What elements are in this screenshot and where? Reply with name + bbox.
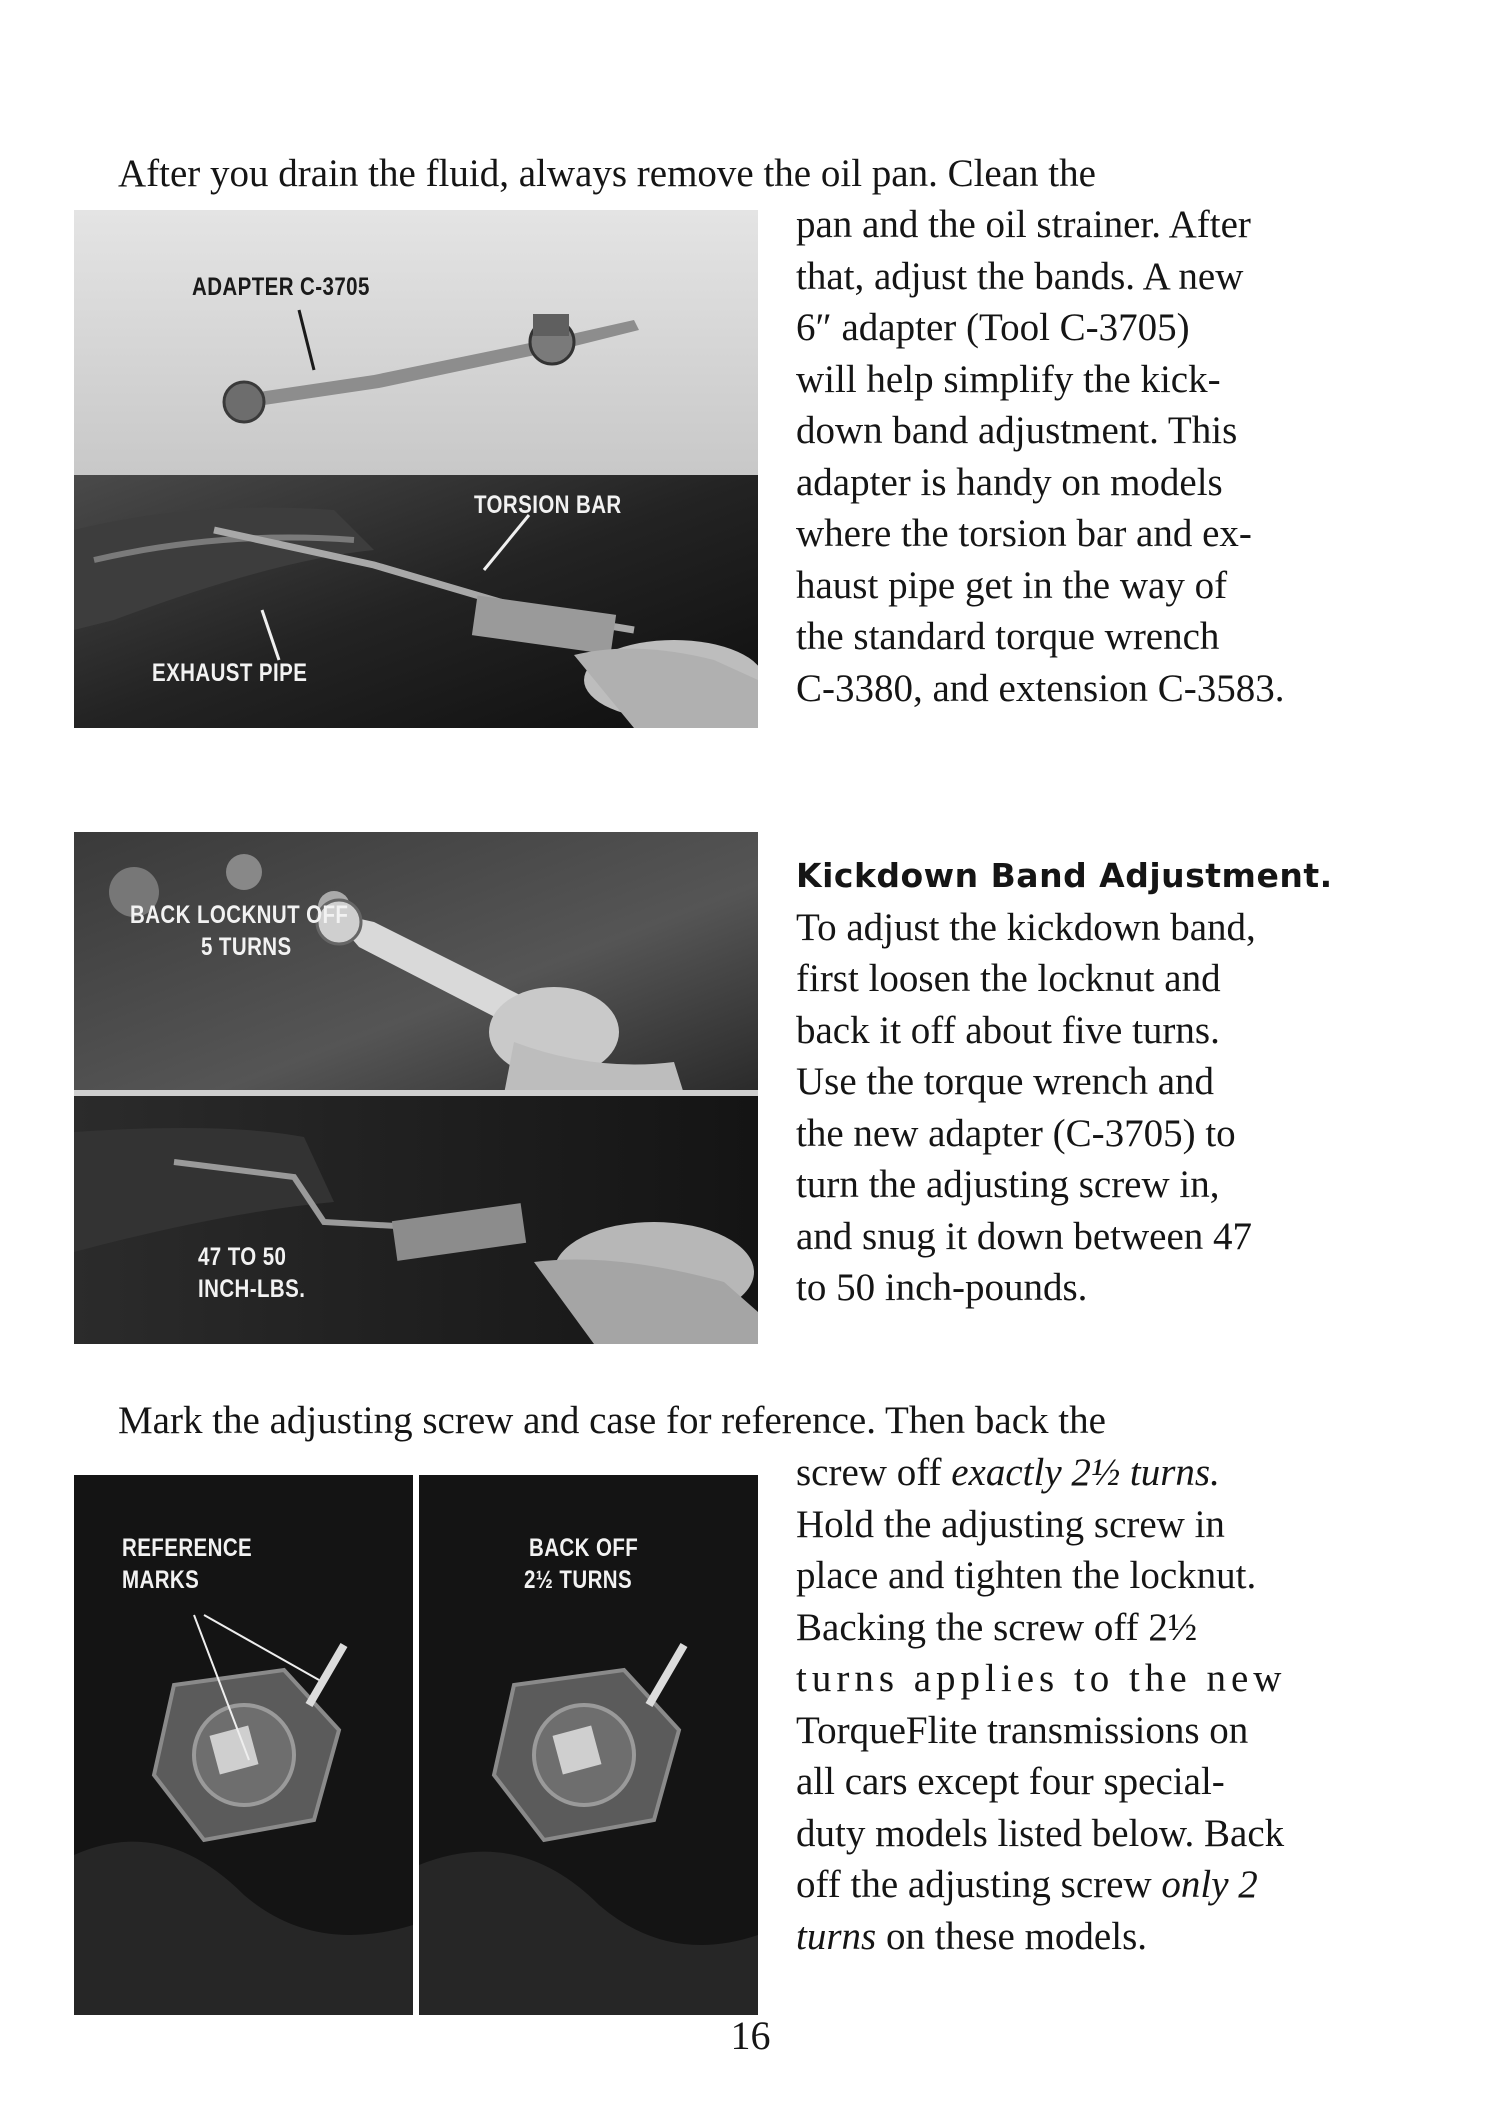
section2-column-text xyxy=(796,850,1378,1314)
text-line: that, adjust the bands. A new xyxy=(796,254,1244,298)
text-line: 6″ adapter (Tool C-3705) xyxy=(796,306,1190,349)
text-line: Use the torque wrench and xyxy=(796,1060,1215,1103)
text-line: adapter is handy on models xyxy=(796,460,1223,504)
section1-lead-line: After you drain the fluid, always remove the oil pan. Clean the xyxy=(118,152,1096,195)
text-span: off the adjusting screw xyxy=(796,1863,1152,1906)
section-heading: Kickdown Band Adjustment. xyxy=(796,856,1333,895)
section3-column-text xyxy=(796,1447,1378,1962)
text-span: screw off xyxy=(796,1451,942,1494)
photo-back-off-turns xyxy=(419,1475,758,2015)
label-reference: REFERENCE xyxy=(122,1534,253,1562)
text-line: Hold the adjusting screw in xyxy=(796,1502,1225,1546)
text-line: TorqueFlite transmissions on xyxy=(796,1708,1249,1752)
text-line: down band adjustment. This xyxy=(796,409,1238,452)
emphasis-text: only 2 xyxy=(1161,1863,1258,1906)
label-inch-lbs: INCH-LBS. xyxy=(198,1275,306,1303)
text-line: pan and the oil strainer. After xyxy=(796,203,1251,246)
page-number: 16 xyxy=(730,2013,771,2058)
label-adapter: ADAPTER C-3705 xyxy=(192,273,370,301)
text-line: first loosen the locknut and xyxy=(796,957,1221,1000)
photo-reference-marks xyxy=(74,1475,413,2015)
photo-locknut-torque xyxy=(74,832,758,1344)
text-line: To adjust the kickdown band, xyxy=(796,905,1256,949)
text-line: the standard torque wrench xyxy=(796,615,1220,658)
text-line: turns applies to the new xyxy=(796,1657,1287,1700)
text-line xyxy=(796,1911,1378,1963)
section1-column-text xyxy=(796,199,1378,714)
text-line: back it off about five turns. xyxy=(796,1008,1220,1052)
label-exhaust-pipe: EXHAUST PIPE xyxy=(152,659,308,687)
label-five-turns: 5 TURNS xyxy=(201,933,292,961)
label-back-off: BACK OFF xyxy=(529,1534,639,1562)
text-line: haust pipe get in the way of xyxy=(796,563,1228,607)
label-back-locknut: BACK LOCKNUT OFF xyxy=(130,901,349,929)
text-line xyxy=(796,1859,1378,1911)
label-torque-value: 47 TO 50 xyxy=(198,1243,287,1271)
label-torsion-bar: TORSION BAR xyxy=(474,491,622,519)
text-line: where the torsion bar and ex- xyxy=(796,512,1252,555)
text-line: duty models listed below. Back xyxy=(796,1811,1285,1855)
text-line: will help simplify the kick- xyxy=(796,357,1221,401)
text-line xyxy=(796,1447,1378,1499)
photo-adapter-torsion-bar-graphic xyxy=(74,210,758,728)
text-line: and snug it down between 47 xyxy=(796,1214,1253,1258)
text-line: the new adapter (C-3705) to xyxy=(796,1111,1236,1155)
text-line: turn the adjusting screw in, xyxy=(796,1163,1220,1206)
text-line: C-3380, and extension C-3583. xyxy=(796,666,1285,710)
section3-lead-line: Mark the adjusting screw and case for reference. Then back the xyxy=(118,1399,1106,1442)
text-line: place and tighten the locknut. xyxy=(796,1554,1257,1597)
photo-adapter-torsion-bar xyxy=(74,210,758,728)
label-marks: MARKS xyxy=(122,1566,200,1594)
text-line: all cars except four special- xyxy=(796,1760,1225,1803)
text-span: on these models. xyxy=(885,1914,1147,1958)
emphasis-text: turns xyxy=(796,1914,877,1958)
label-two-half-turns: 2½ TURNS xyxy=(524,1566,633,1594)
text-line: Backing the screw off 2½ xyxy=(796,1605,1198,1649)
emphasis-text: exactly 2½ turns. xyxy=(951,1451,1220,1494)
text-line: to 50 inch-pounds. xyxy=(796,1266,1088,1309)
